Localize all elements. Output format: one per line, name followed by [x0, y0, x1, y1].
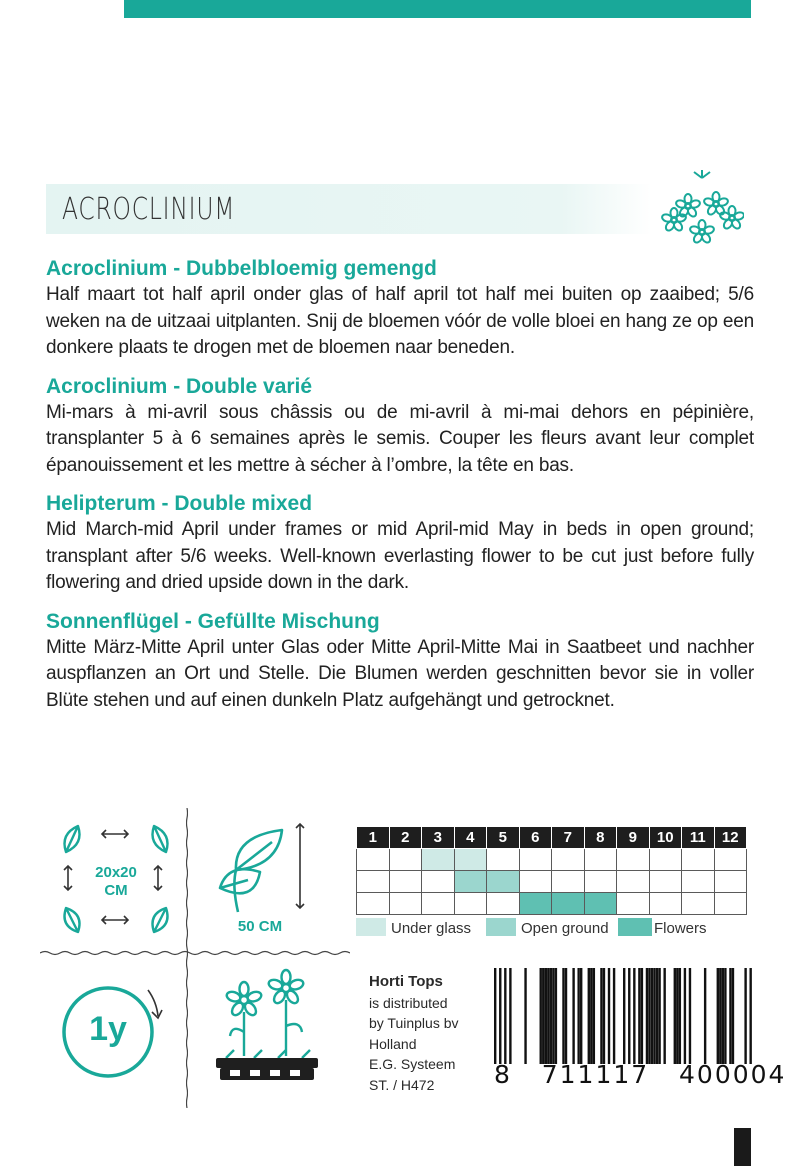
barcode-bar: [540, 968, 542, 1064]
barcode-bar: [648, 968, 650, 1064]
calendar-cell: [552, 871, 585, 893]
icons-divider-horizontal: [40, 948, 350, 958]
month-label: 2: [389, 827, 422, 849]
month-label: 9: [617, 827, 650, 849]
barcode-bar: [593, 968, 595, 1064]
barcode-bar: [641, 968, 643, 1064]
barcode-bar: [724, 968, 726, 1064]
barcode-bar: [651, 968, 653, 1064]
calendar-cell: [714, 871, 747, 893]
calendar-cell: [682, 893, 715, 915]
calendar-cell: [552, 893, 585, 915]
calendar-cell: [552, 849, 585, 871]
month-label: 1: [357, 827, 390, 849]
flower-bouquet-icon: [660, 170, 744, 246]
legend-label-open-ground: Open ground: [521, 920, 609, 937]
legend-label-flowers: Flowers: [654, 920, 707, 937]
barcode-bar: [542, 968, 544, 1064]
barcode-bar: [689, 968, 691, 1064]
section-dutch: [46, 256, 754, 362]
barcode-bar: [717, 968, 719, 1064]
month-label: 3: [422, 827, 455, 849]
barcode-bar: [509, 968, 511, 1064]
section-heading: Sonnenflügel - Gefüllte Mischung: [46, 609, 380, 633]
section-text: Mid March-mid April under frames or mid April-mid May in beds in open ground; transplant after 5/6 weeks. Well-known everlasting flower to be cut just before fully flowering and dried upside down in the dark.: [46, 519, 754, 593]
calendar-cell: [584, 893, 617, 915]
barcode-bar: [504, 968, 506, 1064]
barcode-bar: [656, 968, 658, 1064]
section-heading: Helipterum - Double mixed: [46, 492, 313, 515]
barcode-bar: [719, 968, 721, 1064]
calendar-cell: [357, 849, 390, 871]
barcode-bar: [684, 968, 686, 1064]
calendar-legend: [356, 918, 756, 940]
barcode-number: 8 711117 400004: [494, 1060, 787, 1089]
barcode-bar: [565, 968, 567, 1064]
section-text: Half maart tot half april onder glas of half april tot half mei buiten op zaaibed; 5/6 weken na de uitzaai uitplanten. Snij de bloemen vóór de volle bloei en hang ze op een donkere plaats te drogen met de bloemen naar beneden.: [46, 284, 754, 358]
barcode-bar: [580, 968, 582, 1064]
calendar-cell: [422, 893, 455, 915]
month-label: 7: [552, 827, 585, 849]
calendar-cell: [487, 893, 520, 915]
barcode-bar: [638, 968, 640, 1064]
calendar-cell: [454, 893, 487, 915]
seedling-tray-icon: [212, 966, 322, 1086]
legend-swatch-flowers: [618, 918, 652, 936]
barcode-bar: [749, 968, 751, 1064]
barcode-bar: [633, 968, 635, 1064]
barcode-bar: [653, 968, 655, 1064]
barcode-bar: [646, 968, 648, 1064]
calendar-header-row: [357, 827, 747, 849]
section-german: [46, 609, 754, 715]
barcode-bar: [732, 968, 734, 1064]
calendar-cell: [584, 871, 617, 893]
page-title: ACROCLINIUM: [62, 192, 236, 227]
calendar-row-open-ground: [357, 871, 747, 893]
calendar-cell: [389, 871, 422, 893]
barcode-bar: [494, 968, 496, 1064]
barcode-bar: [613, 968, 615, 1064]
calendar-cell: [454, 871, 487, 893]
calendar-cell: [617, 871, 650, 893]
calendar-cell: [584, 849, 617, 871]
barcode-bar: [628, 968, 630, 1064]
spacing-label: 20x20 CM: [95, 864, 137, 899]
height-label: 50 CM: [237, 918, 283, 935]
month-label: 12: [714, 827, 747, 849]
calendar-cell: [389, 893, 422, 915]
month-label: 6: [519, 827, 552, 849]
barcode-bar: [663, 968, 665, 1064]
barcode-bar: [524, 968, 526, 1064]
lifecycle-label: 1y: [89, 1010, 127, 1048]
top-accent-bar: [124, 0, 751, 18]
barcode-bar: [676, 968, 678, 1064]
calendar-cell: [682, 849, 715, 871]
calendar-cell: [649, 849, 682, 871]
barcode-bar: [679, 968, 681, 1064]
distributor-line: by Tuinplus bv: [369, 1015, 459, 1031]
barcode-bar: [600, 968, 602, 1064]
legend-swatch-open-ground: [486, 918, 516, 936]
sowing-instructions: [46, 256, 754, 726]
month-label: 5: [487, 827, 520, 849]
icons-divider-vertical: [186, 808, 188, 1108]
print-registration-mark: [734, 1128, 751, 1166]
calendar-cell: [617, 893, 650, 915]
distributor-line: ST. / H472: [369, 1076, 435, 1093]
calendar-cell: [649, 893, 682, 915]
barcode-bar: [658, 968, 660, 1064]
section-text: Mitte März-Mitte April unter Glas oder Mitte April-Mitte Mai in Saatbeet und nachher auspflanzen an Ort und Stelle. Die Blumen werden geschnitten bevor sie in voller Blüte stehen und auf einen dunkeln Platz aufgehängt und getrocknet.: [46, 636, 754, 711]
calendar-cell: [714, 849, 747, 871]
barcode-bar: [562, 968, 564, 1064]
calendar-cell: [454, 849, 487, 871]
sowing-calendar: [356, 826, 747, 915]
month-label: 11: [682, 827, 715, 849]
barcode-bar: [555, 968, 557, 1064]
barcode-bar: [552, 968, 554, 1064]
legend-swatch-under-glass: [356, 918, 386, 936]
barcode-bar: [704, 968, 706, 1064]
plant-height-icon: [214, 822, 314, 918]
barcode-bar: [572, 968, 574, 1064]
calendar-cell: [649, 871, 682, 893]
barcode: [494, 968, 787, 1089]
barcode-bar: [550, 968, 552, 1064]
calendar-cell: [682, 871, 715, 893]
barcode-bar: [623, 968, 625, 1064]
month-label: 8: [584, 827, 617, 849]
distributor-line: E.G. Systeem: [369, 1056, 456, 1072]
section-text: Mi-mars à mi-avril sous châssis ou de mi-avril à mi-mai dehors en pépinière, transplanter 5 à 6 semaines après le semis. Couper les fleurs avant leur complet épanouissement et les mettre à sécher à l’ombre, la tête en bas.: [46, 401, 754, 476]
brand-name: Horti Tops: [369, 973, 443, 990]
calendar-cell: [714, 893, 747, 915]
calendar-cell: [519, 893, 552, 915]
barcode-bar: [545, 968, 547, 1064]
calendar-cell: [422, 871, 455, 893]
calendar-cell: [389, 849, 422, 871]
barcode-bar: [603, 968, 605, 1064]
month-label: 4: [454, 827, 487, 849]
barcode-bar: [499, 968, 501, 1064]
legend-label-under-glass: Under glass: [391, 920, 472, 937]
barcode-bar: [547, 968, 549, 1064]
title-band: [46, 184, 652, 234]
barcode-bar: [608, 968, 610, 1064]
distributor-line: Holland: [369, 1035, 417, 1052]
calendar-cell: [519, 871, 552, 893]
calendar-row-flowers: [357, 893, 747, 915]
calendar-cell: [519, 849, 552, 871]
calendar-cell: [422, 849, 455, 871]
section-heading: Acroclinium - Dubbelbloemig gemengd: [46, 257, 437, 280]
barcode-bar: [674, 968, 676, 1064]
section-heading: Acroclinium - Double varié: [46, 374, 313, 398]
barcode-bars: [494, 968, 752, 1064]
section-english: [46, 491, 754, 597]
barcode-bar: [722, 968, 724, 1064]
barcode-bar: [590, 968, 592, 1064]
barcode-bar: [588, 968, 590, 1064]
calendar-row-under-glass: [357, 849, 747, 871]
barcode-bar: [744, 968, 746, 1064]
barcode-bar: [577, 968, 579, 1064]
calendar-cell: [617, 849, 650, 871]
calendar-cell: [357, 871, 390, 893]
distributor-info: [369, 972, 459, 1095]
calendar-cell: [487, 849, 520, 871]
calendar-cell: [487, 871, 520, 893]
barcode-bar: [729, 968, 731, 1064]
calendar-cell: [357, 893, 390, 915]
distributor-line: is distributed: [369, 994, 448, 1011]
month-label: 10: [649, 827, 682, 849]
section-french: [46, 374, 754, 480]
